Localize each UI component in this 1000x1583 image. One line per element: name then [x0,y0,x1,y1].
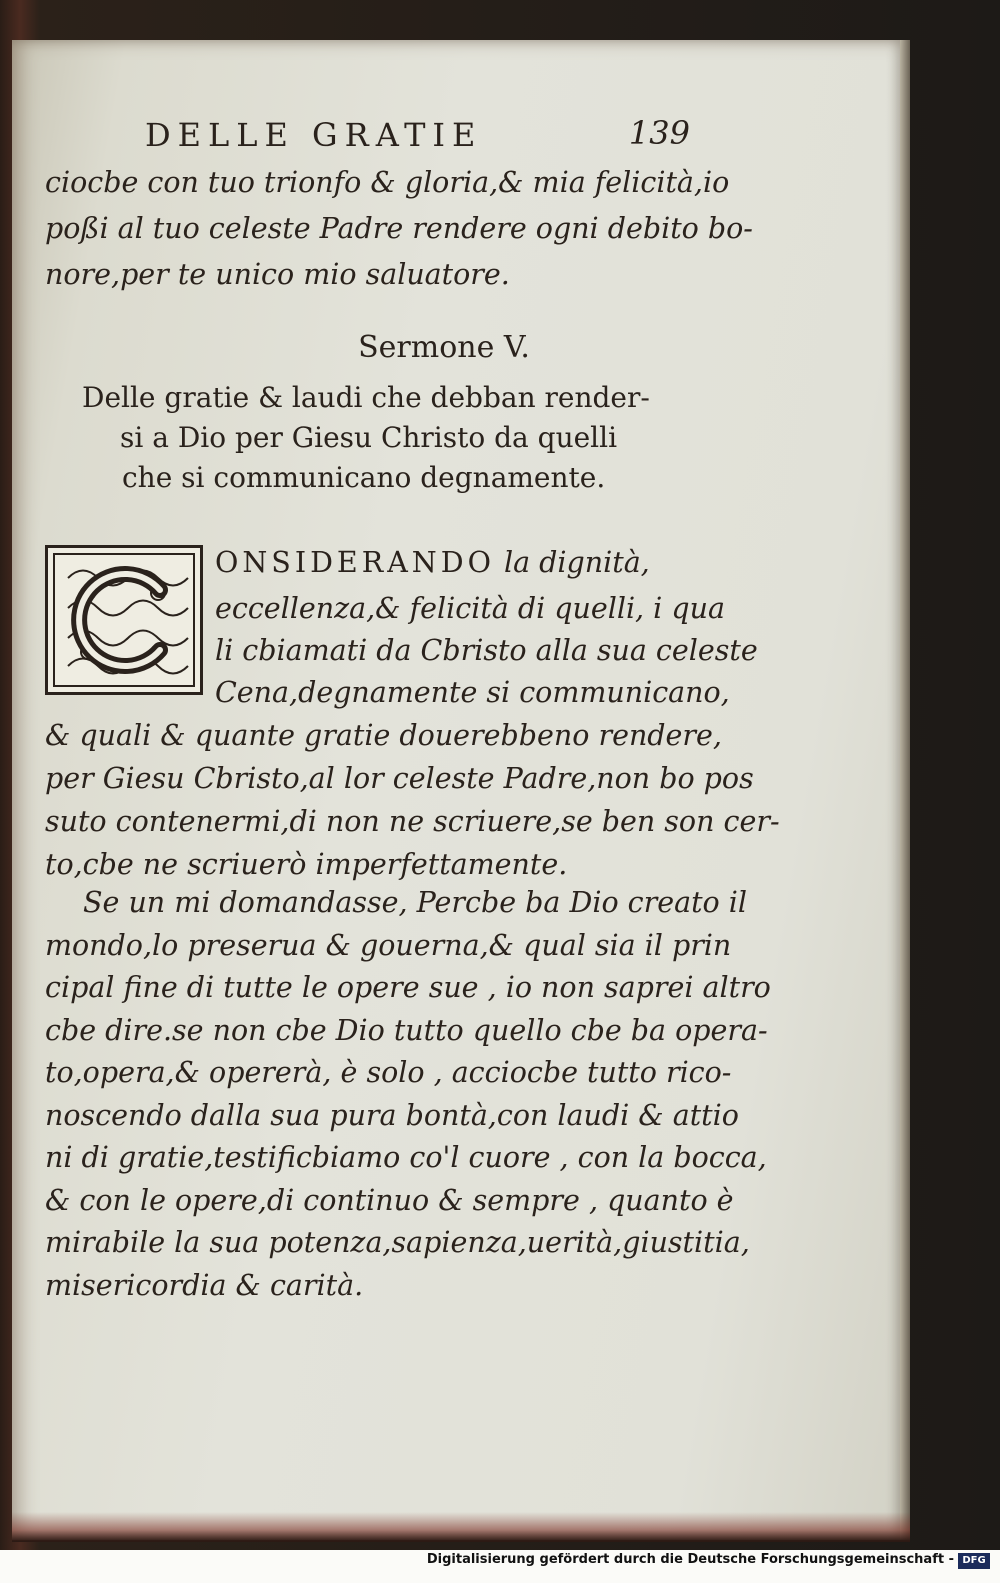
sermon-heading: Sermone V. [358,330,530,365]
sermon-subtitle [82,378,682,498]
page-bottom-edge [12,1512,910,1542]
subtitle-line: si a Dio per Giesu Christo da quelli [120,421,618,454]
opening-caps: ONSIDERANDO [215,546,495,579]
subtitle-line: che si communicano degnamente. [122,461,606,494]
second-paragraph [45,882,771,1307]
page-edge [900,40,910,1540]
body-line: to,cbe ne scriuerò imperfettamente. [45,848,568,881]
prayer-line: ciocbe con tuo trionfo & gloria,& mia felicità,io [45,166,730,199]
first-paragraph [45,714,780,886]
body-line: noscendo dalla sua pura bontà,con laudi & attio [45,1098,739,1132]
subtitle-line: Delle gratie & laudi che debban render- [82,381,650,414]
body-line: eccellenza,& felicità di quelli, i qua [215,592,725,625]
running-head [145,116,690,156]
body-line: li cbiamati da Cbristo alla sua celeste [215,634,758,667]
ornament-c-icon [48,548,200,692]
footer-credit: Digitalisierung gefördert durch die Deutsche Forschungsgemeinschaft - [426,1552,954,1567]
first-paragraph-indented [215,588,758,714]
prayer-line: poßi al tuo celeste Padre rendere ogni debito bo- [45,212,753,245]
body-line: ni di gratie,testificbiamo co'l cuore , con la bocca, [45,1141,767,1174]
body-line: suto contenermi,di non ne scriuere,se ben son cer- [45,805,780,838]
page-number: 139 [628,114,690,152]
body-line: Se un mi domandasse, Percbe ba Dio creato il [83,886,748,919]
body-line: per Giesu Cbristo,al lor celeste Padre,non bo pos [45,762,754,795]
body-line: misericordia & carità. [45,1268,364,1302]
opening-line [215,546,685,579]
running-title: DELLE GRATIE [145,116,483,154]
body-line: & quali & quante gratie douerebbeno rendere, [45,719,722,752]
prayer-line: nore,per te unico mio saluatore. [45,258,510,291]
body-line: mirabile la sua potenza,sapienza,uerità,giustitia, [45,1226,750,1259]
dfg-logo: DFG [958,1553,990,1569]
opening-rest: la dignità, [504,546,650,579]
body-line: cipal fine di tutte le opere sue , io non saprei altro [45,971,771,1004]
body-line: mondo,lo preserua & gouerna,& qual sia il prin [45,928,732,962]
body-line: to,opera,& opererà, è solo , acciocbe tutto rico- [45,1056,732,1089]
body-line: cbe dire.se non cbe Dio tutto quello cbe ba opera- [45,1013,768,1047]
body-line: Cena,degnamente si communicano, [215,676,730,709]
body-line: & con le opere,di continuo & sempre , quanto è [45,1183,734,1217]
decorated-initial [45,545,203,695]
closing-prayer [45,160,753,298]
svg-text:C: C [48,548,49,549]
